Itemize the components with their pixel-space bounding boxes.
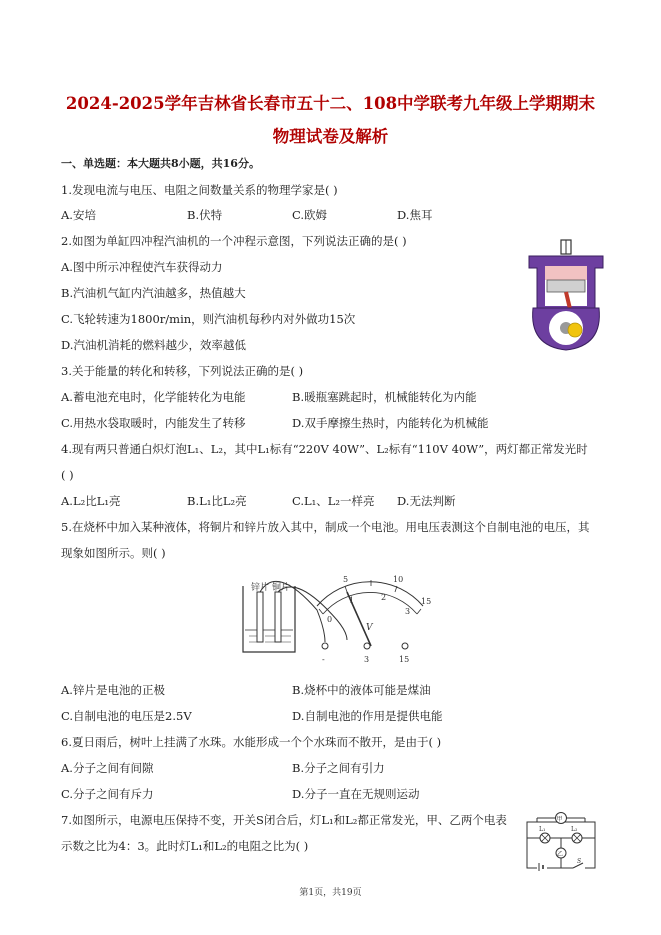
q7-stem-cont: 示数之比为4：3。此时灯L₁和L₂的电阻之比为( ) xyxy=(61,839,309,853)
lamp-l1-label: L₁ xyxy=(539,826,546,833)
scale-top-10: 10 xyxy=(393,575,404,584)
zinc-plate-label: 锌片 xyxy=(251,583,270,593)
q2-option-a: A.图中所示冲程使汽车获得动力 xyxy=(61,260,223,274)
q5-stem-cont: 现象如图所示。则( ) xyxy=(61,546,166,560)
scale-bottom-0: 0 xyxy=(327,615,333,624)
q4-option-d: D.无法判断 xyxy=(397,494,456,508)
q2-option-d: D.汽油机消耗的燃料越少，效率越低 xyxy=(61,338,246,352)
meter-jia-label: 甲 xyxy=(556,816,563,823)
q6-option-a: A.分子之间有间隙 xyxy=(61,761,154,775)
q1-option-d: D.焦耳 xyxy=(397,208,433,222)
engine-diagram xyxy=(525,238,607,356)
q5-option-d: D.自制电池的作用是提供电能 xyxy=(292,709,443,723)
q1-option-a: A.安培 xyxy=(61,208,96,222)
terminal-neg: - xyxy=(322,655,325,664)
q4-option-b: B.L₁比L₂亮 xyxy=(187,494,247,508)
scale-bottom-1: 1 xyxy=(349,596,355,605)
q2-stem: 2.如图为单缸四冲程汽油机的一个冲程示意图，下列说法正确的是( ) xyxy=(61,234,407,248)
q4-stem-cont: ( ) xyxy=(61,468,74,482)
battery-voltmeter-diagram xyxy=(237,570,437,668)
q1-stem: 1.发现电流与电压、电阻之间数量关系的物理学家是( ) xyxy=(61,183,338,197)
q5-stem: 5.在烧杯中加入某种液体，将铜片和锌片放入其中，制成一个电池。用电压表测这个自制电池的电压，其 xyxy=(61,520,590,534)
q6-option-c: C.分子之间有斥力 xyxy=(61,787,154,801)
title-line-2: 物理试卷及解析 xyxy=(272,127,389,146)
q4-stem: 4.现有两只普通白炽灯泡L₁、L₂，其中L₁标有“220V 40W”、L₂标有“110V 40W”，两灯都正常发光时 xyxy=(61,442,588,456)
q4-option-c: C.L₁、L₂一样亮 xyxy=(292,494,375,508)
q5-option-c: C.自制电池的电压是2.5V xyxy=(61,709,192,723)
q2-option-b: B.汽油机气缸内汽油越多，热值越大 xyxy=(61,286,246,300)
q4-option-a: A.L₂比L₁亮 xyxy=(61,494,121,508)
section-heading: 一、单选题：本大题共8小题，共16分。 xyxy=(61,157,260,170)
q1-option-c: C.欧姆 xyxy=(292,208,328,222)
terminal-15: 15 xyxy=(399,655,410,664)
q6-stem: 6.夏日雨后，树叶上挂满了水珠。水能形成一个个水珠而不散开，是由于( ) xyxy=(61,735,442,749)
q3-option-b: B.暖瓶塞跳起时，机械能转化为内能 xyxy=(292,390,477,404)
q3-stem: 3.关于能量的转化和转移，下列说法正确的是( ) xyxy=(61,364,304,378)
scale-bottom-2: 2 xyxy=(381,593,387,602)
terminal-3: 3 xyxy=(364,655,370,664)
title-line-1: 2024-2025学年吉林省长春市五十二、108中学联考九年级上学期期末 xyxy=(65,94,596,113)
scale-top-5: 5 xyxy=(343,575,349,584)
page-footer: 第1页，共19页 xyxy=(299,888,362,898)
q7-stem: 7.如图所示，电源电压保持不变，开关S闭合后，灯L₁和L₂都正常发光，甲、乙两个电表 xyxy=(61,813,507,827)
q6-option-b: B.分子之间有引力 xyxy=(292,761,385,775)
lamp-l2-label: L₂ xyxy=(571,826,578,833)
scale-bottom-3: 3 xyxy=(405,607,411,616)
q2-option-c: C.飞轮转速为1800r/min，则汽油机每秒内对外做功15次 xyxy=(61,312,356,326)
unit-label: V xyxy=(366,623,373,633)
circuit-diagram xyxy=(521,808,601,874)
q3-option-d: D.双手摩擦生热时，内能转化为机械能 xyxy=(292,416,489,430)
q1-option-b: B.伏特 xyxy=(187,208,223,222)
q5-option-b: B.烧杯中的液体可能是煤油 xyxy=(292,683,431,697)
switch-label: S xyxy=(577,858,582,865)
meter-yi-label: 乙 xyxy=(557,851,564,858)
q3-option-c: C.用热水袋取暖时，内能发生了转移 xyxy=(61,416,246,430)
q3-option-a: A.蓄电池充电时，化学能转化为电能 xyxy=(61,390,246,404)
q5-option-a: A.锌片是电池的正极 xyxy=(61,683,165,697)
q6-option-d: D.分子一直在无规则运动 xyxy=(292,787,420,801)
scale-top-15: 15 xyxy=(421,597,432,606)
copper-plate-label: 铜片 xyxy=(272,583,291,593)
